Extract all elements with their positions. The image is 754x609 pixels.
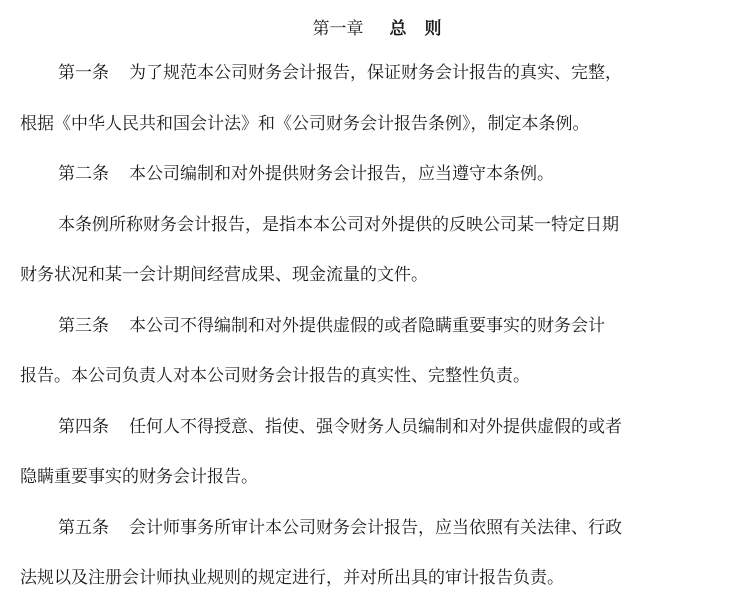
article-2-paragraph-2 [20,200,732,301]
article-2-p2-line-2: 财务状况和某一会计期间经营成果、现金流量的文件。 [20,265,428,285]
article-3-label: 第三条 [58,315,109,336]
article-4-text-1: 任何人不得授意、指使、强令财务人员编制和对外提供虚假的或者 [129,416,622,437]
article-3-line-1 [20,301,732,352]
article-1-line-2: 根据《中华人民共和国会计法》和《公司财务会计报告条例》，制定本条例。 [20,113,590,134]
chapter-number: 第一章 [312,19,364,39]
article-5 [20,503,732,604]
article-2-p2-line-1: 本条例所称财务会计报告，是指本本公司对外提供的反映公司某一特定日期 [58,214,619,235]
article-4 [20,402,732,503]
article-3 [20,301,732,402]
article-5-line-2: 法规以及注册会计师执业规则的规定进行，并对所出具的审计报告负责。 [20,568,564,588]
document-page [20,10,732,604]
article-5-text-1: 会计师事务所审计本公司财务会计报告，应当依照有关法律、行政 [129,517,622,538]
article-3-text-1: 本公司不得编制和对外提供虚假的或者隐瞒重要事实的财务会计 [129,315,605,336]
article-1-text-1: 为了规范本公司财务会计报告，保证财务会计报告的真实、完整， [129,63,622,83]
article-4-label: 第四条 [58,416,109,437]
chapter-title [20,10,732,48]
article-1-line-1 [20,48,732,99]
article-1 [20,48,732,149]
article-2-line-1 [20,149,732,200]
article-4-line-2: 隐瞒重要事实的财务会计报告。 [20,467,258,487]
article-2 [20,149,732,200]
article-2-text-1: 本公司编制和对外提供财务会计报告，应当遵守本条例。 [129,164,554,184]
article-2-label: 第二条 [58,164,109,184]
article-4-line-1 [20,402,732,453]
article-3-line-2: 报告。本公司负责人对本公司财务会计报告的真实性、完整性负责。 [20,366,530,386]
article-5-line-1 [20,503,732,554]
chapter-name: 总 则 [389,19,448,39]
article-5-label: 第五条 [58,517,109,538]
article-1-label: 第一条 [58,63,109,83]
